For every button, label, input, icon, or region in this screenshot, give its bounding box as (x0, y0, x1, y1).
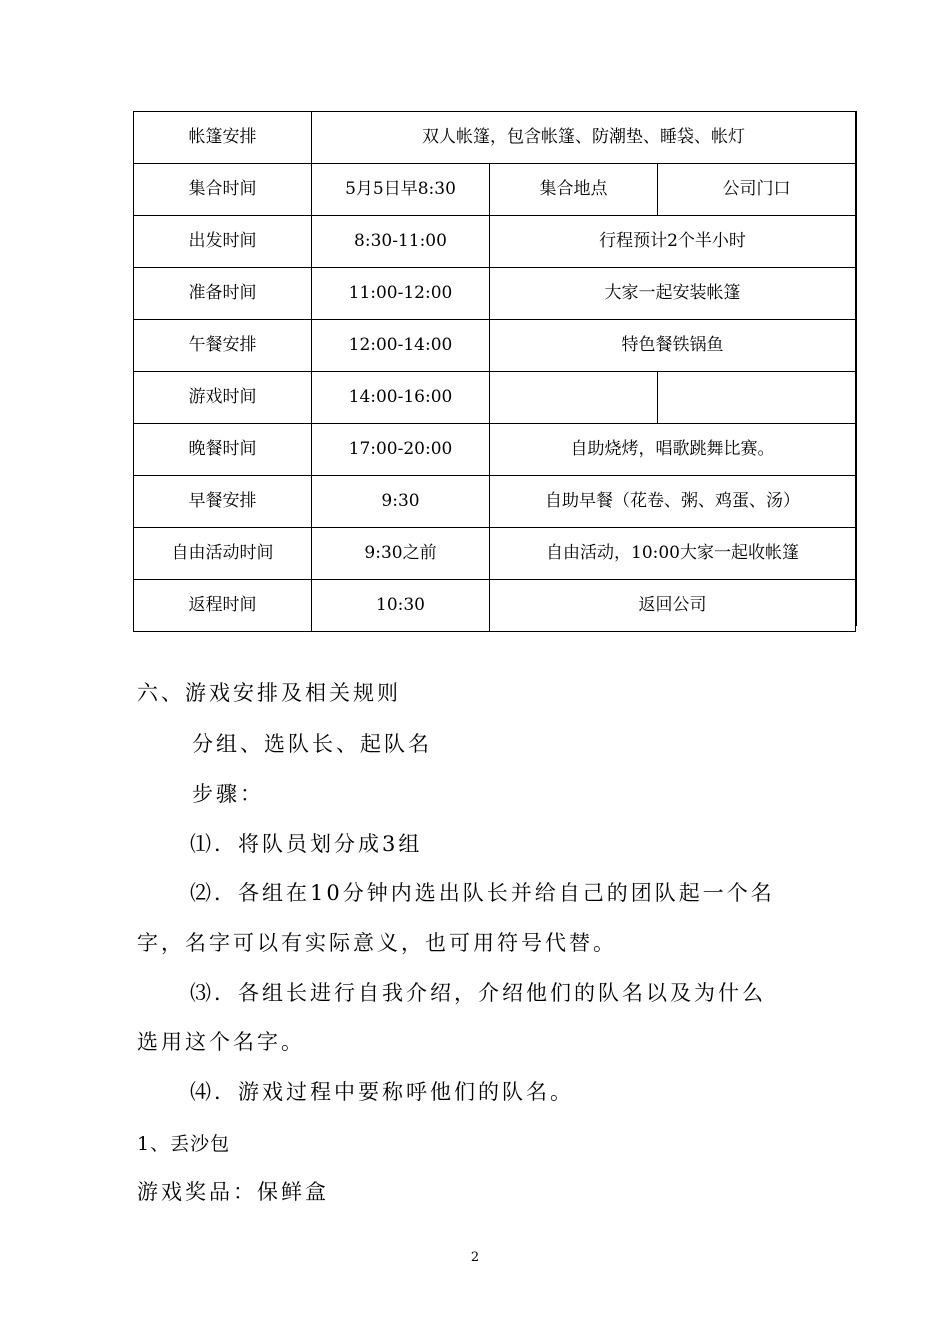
row-label: 准备时间 (134, 268, 312, 320)
table-cell: 17:00-20:00 (312, 424, 490, 476)
table-row (134, 528, 856, 580)
row-label: 集合时间 (134, 164, 312, 216)
schedule-table (133, 111, 856, 632)
table-cell: 自助烧烤，唱歌跳舞比赛。 (490, 424, 856, 476)
section-heading: 六、游戏安排及相关规则 (137, 681, 401, 705)
table-cell: 14:00-16:00 (312, 372, 490, 424)
table-row (134, 268, 856, 320)
table-cell: 自助早餐（花卷、粥、鸡蛋、汤） (490, 476, 856, 528)
game-1-title: 1、丢沙包 (137, 1133, 231, 1155)
row-label: 晚餐时间 (134, 424, 312, 476)
table-cell: 12:00-14:00 (312, 320, 490, 372)
table-row (134, 164, 856, 216)
table-cell: 大家一起安装帐篷 (490, 268, 856, 320)
row-label: 游戏时间 (134, 372, 312, 424)
row-label: 早餐安排 (134, 476, 312, 528)
row-label: 出发时间 (134, 216, 312, 268)
steps-label: 步骤： (192, 782, 264, 806)
table-row (134, 580, 856, 632)
row-label: 帐篷安排 (134, 112, 312, 164)
table-cell: 集合地点 (490, 164, 658, 216)
table-cell (658, 372, 856, 424)
table-cell: 公司门口 (658, 164, 856, 216)
step-3-line-1: ⑶．各组长进行自我介绍，介绍他们的队名以及为什么 (190, 981, 766, 1005)
table-cell: 特色餐铁锅鱼 (490, 320, 856, 372)
table-cell: 9:30 (312, 476, 490, 528)
table-cell (490, 372, 658, 424)
table-right-border (855, 111, 857, 626)
table-cell: 10:30 (312, 580, 490, 632)
table-cell: 5月5日早8:30 (312, 164, 490, 216)
table-cell: 双人帐篷，包含帐篷、防潮垫、睡袋、帐灯 (312, 112, 856, 164)
table-cell: 9:30之前 (312, 528, 490, 580)
row-label: 返程时间 (134, 580, 312, 632)
table-cell: 11:00-12:00 (312, 268, 490, 320)
row-label: 自由活动时间 (134, 528, 312, 580)
step-3-line-2: 选用这个名字。 (137, 1030, 305, 1054)
step-4: ⑷．游戏过程中要称呼他们的队名。 (190, 1080, 574, 1104)
step-2-line-1: ⑵．各组在10分钟内选出队长并给自己的团队起一个名 (190, 881, 775, 905)
table-cell: 8:30-11:00 (312, 216, 490, 268)
game-1-prize: 游戏奖品：保鲜盒 (137, 1180, 329, 1204)
table-cell: 自由活动，10:00大家一起收帐篷 (490, 528, 856, 580)
row-label: 午餐安排 (134, 320, 312, 372)
step-2-line-2: 字，名字可以有实际意义，也可用符号代替。 (137, 931, 617, 955)
page-number: 2 (470, 1250, 480, 1265)
step-1: ⑴．将队员划分成3组 (190, 832, 423, 856)
table-row (134, 372, 856, 424)
table-row (134, 216, 856, 268)
table-row (134, 476, 856, 528)
table-cell: 行程预计2个半小时 (490, 216, 856, 268)
table-row (134, 424, 856, 476)
table-row (134, 112, 856, 164)
table-row (134, 320, 856, 372)
table-cell: 返回公司 (490, 580, 856, 632)
group-title: 分组、选队长、起队名 (192, 732, 432, 756)
